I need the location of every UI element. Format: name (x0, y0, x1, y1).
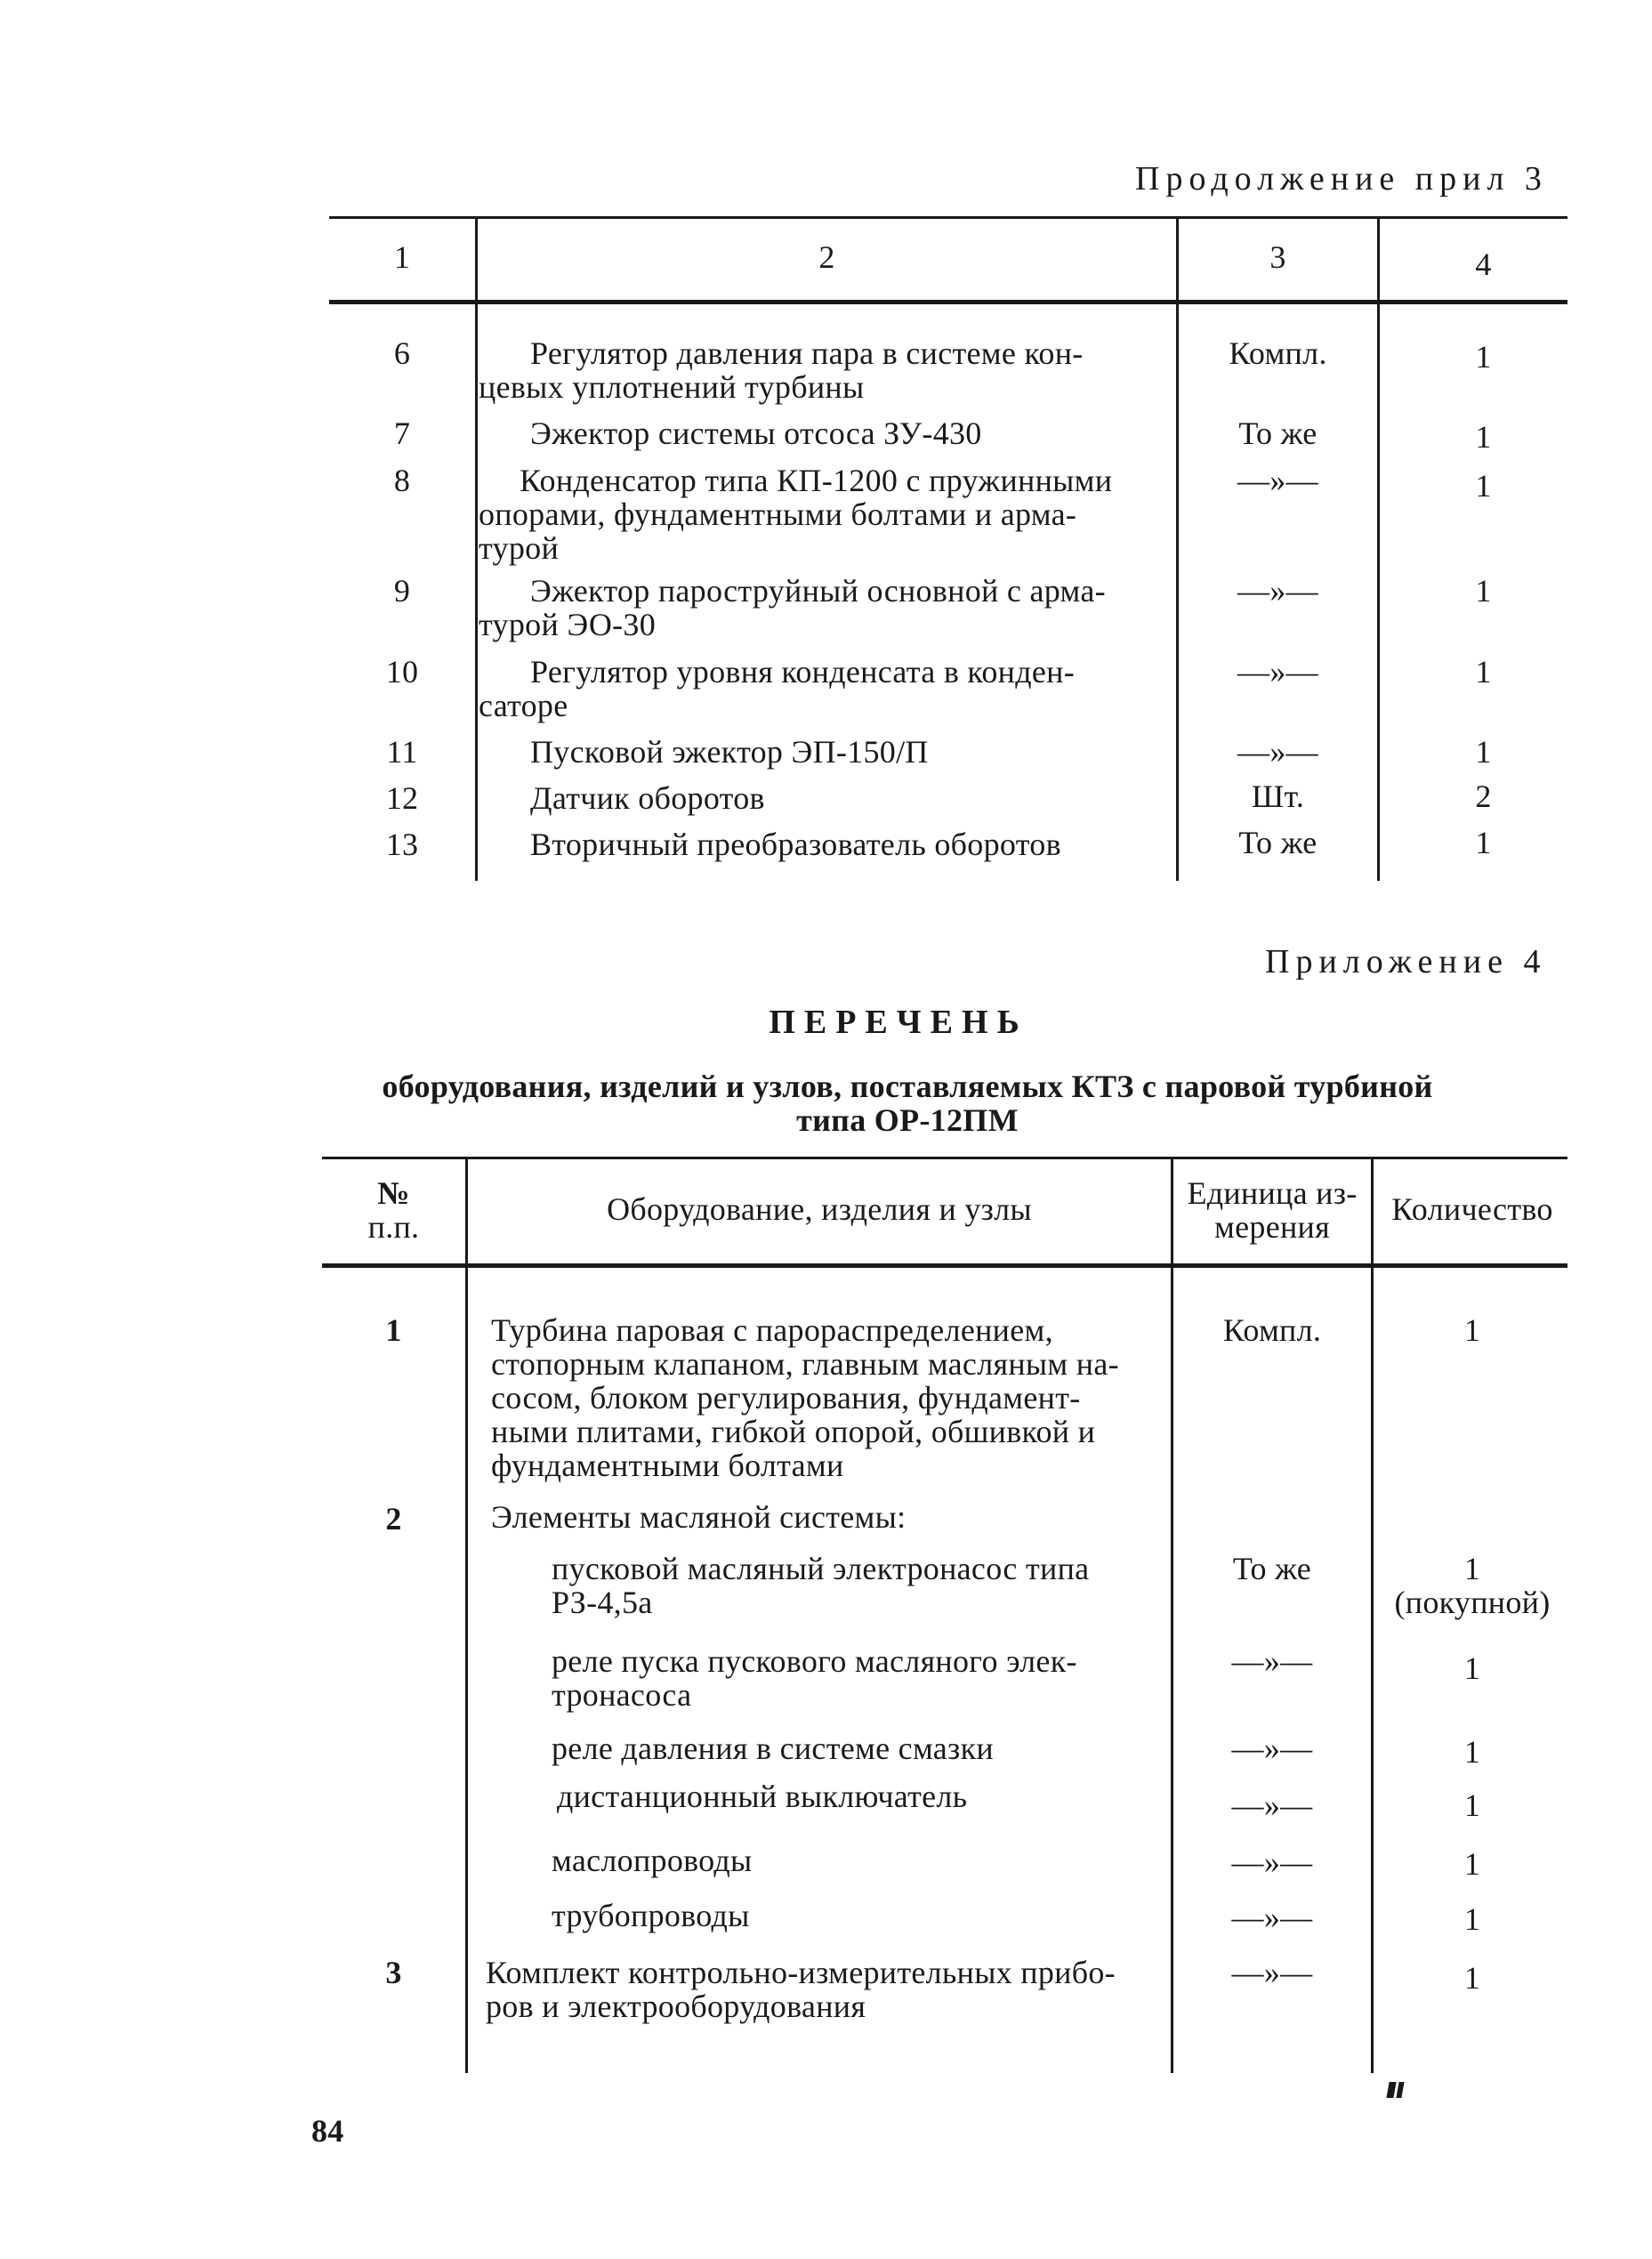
table2-header-num: № (377, 1175, 410, 1211)
table1-header-col1: 1 (393, 239, 411, 275)
row-quantity-note: (покупной) (1394, 1585, 1551, 1620)
table1-header-col3: 3 (1269, 239, 1286, 275)
row-name: опорами, фундаментными болтами и арма- (479, 496, 1077, 532)
row-unit: —»— (1231, 1731, 1313, 1766)
row-quantity: 1 (1475, 339, 1492, 375)
row-quantity: 1 (1475, 419, 1492, 455)
row-number: 2 (385, 1501, 402, 1537)
row-name: реле давления в системе смазки (552, 1731, 994, 1766)
row-quantity: 1 (1463, 1312, 1481, 1348)
row-name: турой (479, 530, 560, 566)
row-name: Датчик оборотов (530, 780, 765, 816)
row-quantity: 1 (1463, 1901, 1481, 1937)
row-unit: —»— (1231, 1643, 1313, 1679)
row-unit: —»— (1231, 1955, 1313, 1990)
row-name: Эжектор пароструйный основной с арма- (530, 573, 1106, 609)
row-quantity: 1 (1463, 1734, 1481, 1770)
table1-header-col4: 4 (1475, 246, 1492, 282)
print-mark-icon (1396, 2082, 1404, 2098)
table1-col-divider-1 (475, 218, 478, 881)
table2-header-unit-sub: мерения (1214, 1209, 1330, 1245)
row-name: ров и электрооборудования (486, 1989, 866, 2024)
table1-header-rule (329, 300, 1567, 304)
row-quantity: 1 (1475, 825, 1492, 860)
row-name: сосом, блоком регулирования, фундамент- (491, 1380, 1081, 1416)
row-unit: —»— (1237, 463, 1318, 498)
row-unit: Компл. (1229, 335, 1327, 371)
row-name: Вторичный преобразователь оборотов (530, 827, 1061, 862)
row-number: 12 (385, 780, 419, 816)
row-number: 6 (393, 335, 411, 371)
row-unit: То же (1232, 1551, 1312, 1586)
row-name: Конденсатор типа КП-1200 с пружинными (520, 463, 1113, 498)
table2-col-divider-2 (1171, 1158, 1173, 2073)
row-number: 3 (385, 1955, 402, 1990)
table1-header-col2: 2 (818, 239, 835, 275)
row-unit: —»— (1237, 734, 1318, 770)
row-name: дистанционный выключатель (557, 1779, 968, 1814)
row-quantity: 1 (1475, 734, 1492, 770)
row-quantity: 1 (1475, 468, 1492, 504)
row-unit: —»— (1237, 573, 1318, 609)
row-quantity: 1 (1463, 1650, 1481, 1686)
row-number: 8 (393, 463, 411, 498)
row-quantity: 1 (1475, 573, 1492, 609)
row-name: цевых уплотнений турбины (479, 369, 865, 405)
row-number: 13 (385, 827, 419, 862)
row-number: 9 (393, 573, 411, 609)
row-number: 7 (393, 415, 411, 451)
table2-header-name: Оборудование, изделия и узлы (607, 1191, 1032, 1227)
appendix-label: Приложение 4 (1265, 943, 1547, 980)
row-quantity: 1 (1463, 1787, 1481, 1823)
list-subtitle-line2: типа ОР-12ПМ (796, 1102, 1019, 1138)
row-name: тронасоса (552, 1677, 692, 1713)
row-name: Турбина паровая с парораспределением, (491, 1312, 1053, 1348)
print-mark-icon (1386, 2082, 1396, 2098)
page-number: 84 (311, 2113, 344, 2149)
row-quantity: 1 (1475, 654, 1492, 690)
row-unit: То же (1238, 825, 1318, 860)
row-quantity: 2 (1475, 779, 1492, 814)
row-unit: —»— (1231, 1900, 1313, 1935)
list-subtitle-line1: оборудования, изделий и узлов, поставляемых КТЗ с паровой турбиной (382, 1069, 1433, 1104)
row-number: 10 (385, 654, 419, 690)
table2-header-unit: Единица из- (1187, 1175, 1358, 1211)
row-name: стопорным клапаном, главным масляным на- (491, 1346, 1119, 1382)
row-unit: Компл. (1222, 1312, 1322, 1348)
row-quantity: 1 (1463, 1551, 1481, 1586)
row-name: Элементы масляной системы: (491, 1499, 907, 1535)
row-name: Регулятор уровня конденсата в конден- (530, 654, 1075, 690)
row-name: Пусковой эжектор ЭП-150/П (530, 734, 929, 770)
row-name: трубопроводы (552, 1898, 750, 1933)
continuation-header: Продолжение прил 3 (1135, 160, 1548, 198)
row-name: пусковой масляный электронасос типа (552, 1551, 1090, 1586)
row-unit: —»— (1231, 1787, 1313, 1823)
table1-top-rule (329, 216, 1567, 219)
list-title: ПЕРЕЧЕНЬ (769, 1004, 1028, 1041)
table2-col-divider-1 (465, 1158, 468, 2073)
row-unit: —»— (1231, 1844, 1313, 1880)
row-number: 11 (386, 734, 418, 770)
row-name: турой ЭО-30 (479, 607, 657, 642)
row-name: саторе (479, 688, 568, 723)
row-quantity: 1 (1463, 1960, 1481, 1996)
row-name: Регулятор давления пара в системе кон- (530, 335, 1084, 371)
row-name: фундаментными болтами (491, 1448, 844, 1483)
row-name: Эжектор системы отсоса ЗУ-430 (530, 415, 982, 451)
table2-header-qty: Количество (1391, 1191, 1553, 1227)
row-name: Комплект контрольно-измерительных прибо- (486, 1955, 1116, 1990)
row-name: маслопроводы (552, 1843, 753, 1878)
table2-header-num-sub: п.п. (367, 1209, 420, 1245)
row-name: РЗ-4,5а (552, 1585, 653, 1620)
row-unit: —»— (1237, 654, 1318, 690)
row-unit: Шт. (1251, 779, 1305, 814)
row-name: реле пуска пускового масляного элек- (552, 1643, 1077, 1679)
table2-header-rule (322, 1263, 1567, 1268)
row-quantity: 1 (1463, 1846, 1481, 1882)
row-number: 1 (385, 1312, 402, 1348)
row-name: ными плитами, гибкой опорой, обшивкой и (491, 1414, 1096, 1449)
row-unit: То же (1238, 415, 1318, 451)
table2-top-rule (322, 1157, 1567, 1159)
